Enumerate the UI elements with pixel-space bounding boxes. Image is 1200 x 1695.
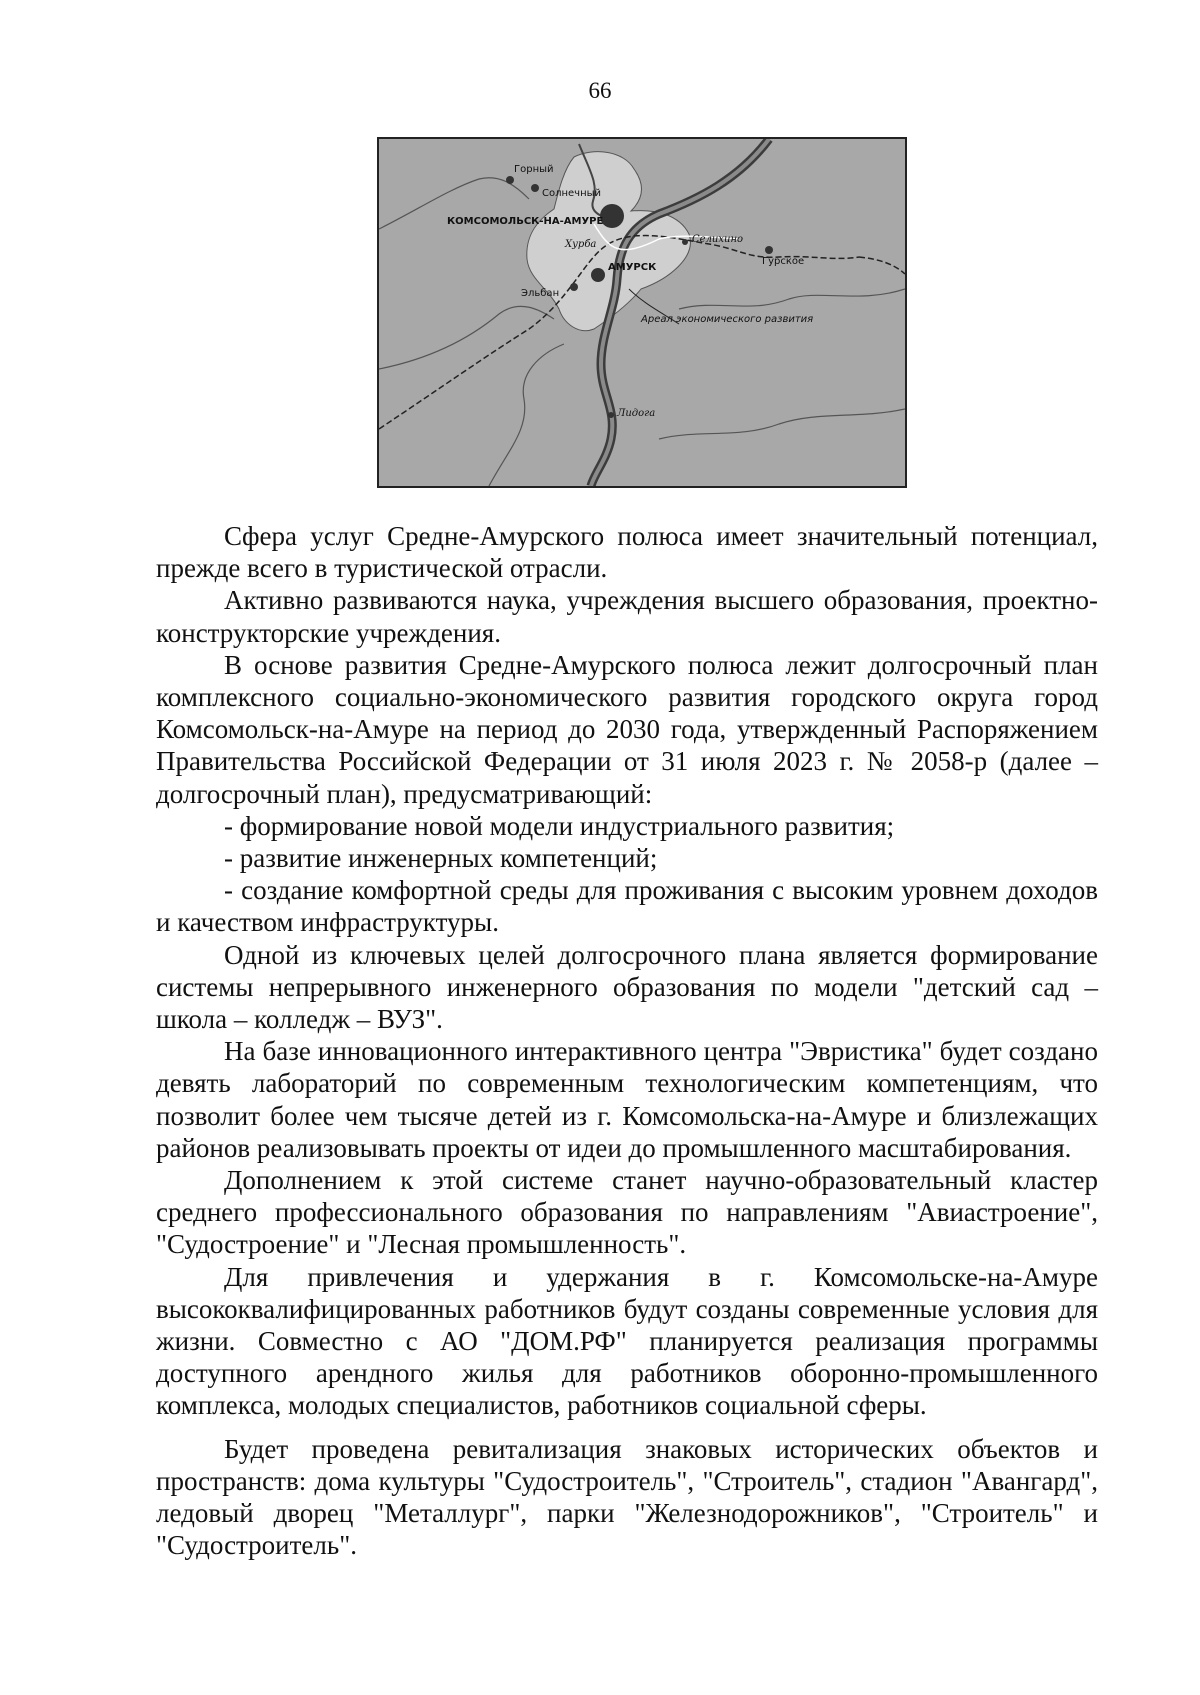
list-item: - формирование новой модели индустриального развития;	[224, 810, 895, 841]
paragraph: Дополнением к этой системе станет научно-образовательный кластер среднего профессионального образования по направлениям "Авиастроение", "Судостроение" и "Лесная промышленность".	[156, 1165, 1098, 1260]
paragraph: В основе развития Средне-Амурского полюса лежит долгосрочный план комплексного социально-экономического развития городского округа город Комсомольск-на-Амуре на период до 2030 года, утвержденный Распоряжением Правительства Российской Федерации от 31 июля 2023 г. № 2058-р (далее – долгосрочный план), предусматривающий:	[156, 649, 1098, 809]
map-figure	[377, 137, 907, 488]
map-label-lidoga: Лидога	[617, 408, 656, 419]
map-label-komsomolsk: КОМСОМОЛЬСК-НА-АМУРЕ	[447, 216, 604, 227]
map-label-areal: Ареал экономического развития	[641, 314, 814, 325]
map-image	[379, 139, 905, 486]
map-label-gursky: Гурское	[762, 256, 805, 267]
list-item: - развитие инженерных компетенций;	[224, 843, 658, 874]
map-label-khurba: Хурба	[565, 239, 597, 250]
page-number: 66	[588, 78, 612, 103]
paragraph: Будет проведена ревитализация знаковых исторических объектов и пространств: дома культуры "Судостроитель", "Строитель", стадион "Авангард", ледовый дворец "Металлург", парки "Железнодорожников", "Строитель" и "Судостроитель".	[156, 1433, 1098, 1561]
paragraph: Для привлечения и удержания в г. Комсомольске-на-Амуре высококвалифицированных работников будут созданы современные условия для жизни. Совместно с АО "ДОМ.РФ" планируется реализация программы доступного арендного жилья для работников оборонно-промышленного комплекса, молодых специалистов, работников социальной сферы.	[156, 1261, 1098, 1421]
map-label-amursk: АМУРСК	[608, 262, 657, 273]
map-label-solnechny: Солнечный	[542, 188, 602, 199]
map-label-selikhino: Селихино	[692, 234, 744, 245]
paragraph: Одной из ключевых целей долгосрочного плана является формирование системы непрерывного инженерного образования по модели "детский сад – школа – колледж – ВУЗ".	[156, 939, 1098, 1035]
list-item: - создание комфортной среды для проживания с высоким уровнем доходов и качеством инфраструктуры.	[156, 875, 1098, 938]
body-text	[156, 520, 1098, 1562]
map-label-gorny: Горный	[514, 164, 554, 175]
paragraph: На базе инновационного интерактивного центра "Эвристика" будет создано девять лабораторий по современным технологическим компетенциям, что позволит более чем тысяче детей из г. Комсомольска-на-Амуре и близлежащих районов реализовывать проекты от идеи до промышленного масштабирования.	[156, 1036, 1098, 1163]
paragraph: Активно развиваются наука, учреждения высшего образования, проектно-конструкторские учреждения.	[156, 585, 1098, 648]
map-label-elban: Эльбан	[521, 288, 560, 299]
paragraph: Сфера услуг Средне-Амурского полюса имеет значительный потенциал, прежде всего в туристической отрасли.	[156, 521, 1098, 584]
